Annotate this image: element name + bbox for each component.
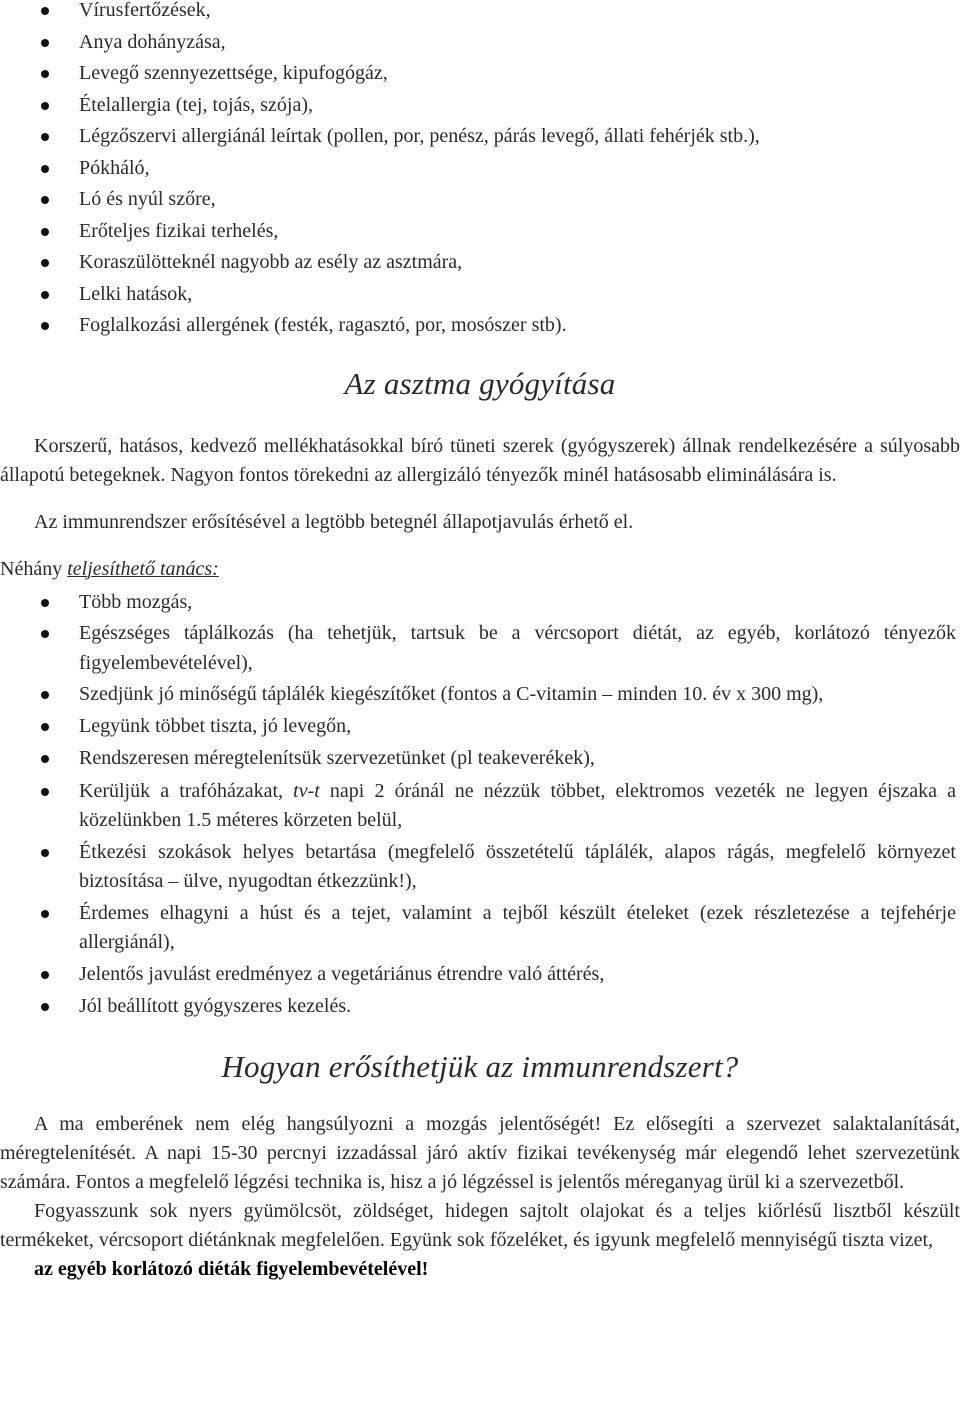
risk-factor-item: Vírusfertőzések, xyxy=(0,0,960,26)
advice-item: Étkezési szokások helyes betartása (megfelelő összetételű táplálék, alapos rágás, megfelelő környezet biztosítása – ülve, nyugodtan étkezzünk!), xyxy=(0,838,960,897)
advice-item-text: napi 2 óránál ne nézzük többet, elektromos vezeték ne legyen éjszaka a közelünkben 1.5 méteres körzeten belül, xyxy=(79,779,956,831)
advice-item-text: Kerüljük a trafóházakat, xyxy=(79,779,294,802)
treatment-paragraph: Korszerű, hatásos, kedvező mellékhatásokkal bíró tüneti szerek (gyógyszerek) állnak rendelkezésére a súlyosabb állapotú betegeknek. Nagyon fontos törekedni az allergizáló tényezők minél hatásosabb eliminálására is. xyxy=(0,434,960,486)
risk-factor-item: Foglalkozási allergének (festék, ragasztó, por, mosószer stb). xyxy=(0,311,960,341)
immune-paragraph: Az immunrendszer erősítésével a legtöbb betegnél állapotjavulás érhető el. xyxy=(34,510,634,533)
advice-item: Jelentős javulást eredményez a vegetáriánus étrendre való áttérés, xyxy=(0,960,960,990)
diet-paragraph: Fogyasszunk sok nyers gyümölcsöt, zöldséget, hidegen sajtolt olajokat és a teljes kiőrlésű lisztből készült termékeket, vércsoport diétánknak megfelelően. Együnk sok főzeléket, és igyunk megfelelő mennyiségű tiszta vizet, xyxy=(0,1199,960,1251)
risk-factor-item: Lelki hatások, xyxy=(0,280,960,310)
risk-factor-list xyxy=(0,0,960,341)
advice-item: Egészséges táplálkozás (ha tehetjük, tartsuk be a vércsoport diétát, az egyéb, korlátozó tényezők figyelembevételével), xyxy=(0,619,960,678)
closing-bold-line: az egyéb korlátozó diéták figyelembevételével! xyxy=(34,1257,429,1280)
risk-factor-item: Pókháló, xyxy=(0,154,960,184)
advice-item: Érdemes elhagyni a húst és a tejet, valamint a tejből készült ételeket (ezek részletezése a tejfehérje allergiánál), xyxy=(0,899,960,958)
advice-item: Több mozgás, xyxy=(0,588,960,618)
section-heading-asthma-treatment: Az asztma gyógyítása xyxy=(344,365,616,401)
advice-item: Jól beállított gyógyszeres kezelés. xyxy=(0,992,960,1022)
advice-list xyxy=(0,588,960,1022)
risk-factor-item: Erőteljes fizikai terhelés, xyxy=(0,217,960,247)
advice-item: Legyünk többet tiszta, jó levegőn, xyxy=(0,712,960,742)
risk-factor-item: Légzőszervi allergiánál leírtak (pollen, por, penész, párás levegő, állati fehérjék stb.), xyxy=(0,122,960,152)
advice-item xyxy=(0,777,960,836)
advice-intro-prefix: Néhány xyxy=(0,557,68,580)
risk-factor-item: Anya dohányzása, xyxy=(0,28,960,58)
risk-factor-item: Ló és nyúl szőre, xyxy=(0,185,960,215)
advice-intro xyxy=(0,555,960,584)
risk-factor-item: Levegő szennyezettsége, kipufogógáz, xyxy=(0,59,960,89)
section-heading-immune-boost: Hogyan erősíthetjük az immunrendszert? xyxy=(221,1048,739,1084)
advice-item: Rendszeresen méregtelenítsük szervezetünket (pl teakeverékek), xyxy=(0,744,960,774)
advice-item-italic: tv-t xyxy=(293,779,320,802)
risk-factor-item: Koraszülötteknél nagyobb az esély az asztmára, xyxy=(0,248,960,278)
exercise-paragraph: A ma emberének nem elég hangsúlyozni a mozgás jelentőségét! Ez elősegíti a szervezet salaktalanítását, méregtelenítését. A napi 15-30 percnyi izzadással járó aktív fizikai tevékenység már elegendő lehet szervezetünk számára. Fontos a megfelelő légzési technika is, hisz a jó légzéssel is jelentős méreganyag ürül ki a szervezetből. xyxy=(0,1112,960,1193)
risk-factor-item: Ételallergia (tej, tojás, szója), xyxy=(0,91,960,121)
advice-intro-italic: teljesíthető tanács: xyxy=(67,557,219,580)
advice-item: Szedjünk jó minőségű táplálék kiegészítőket (fontos a C-vitamin – minden 10. év x 300 mg), xyxy=(0,680,960,710)
